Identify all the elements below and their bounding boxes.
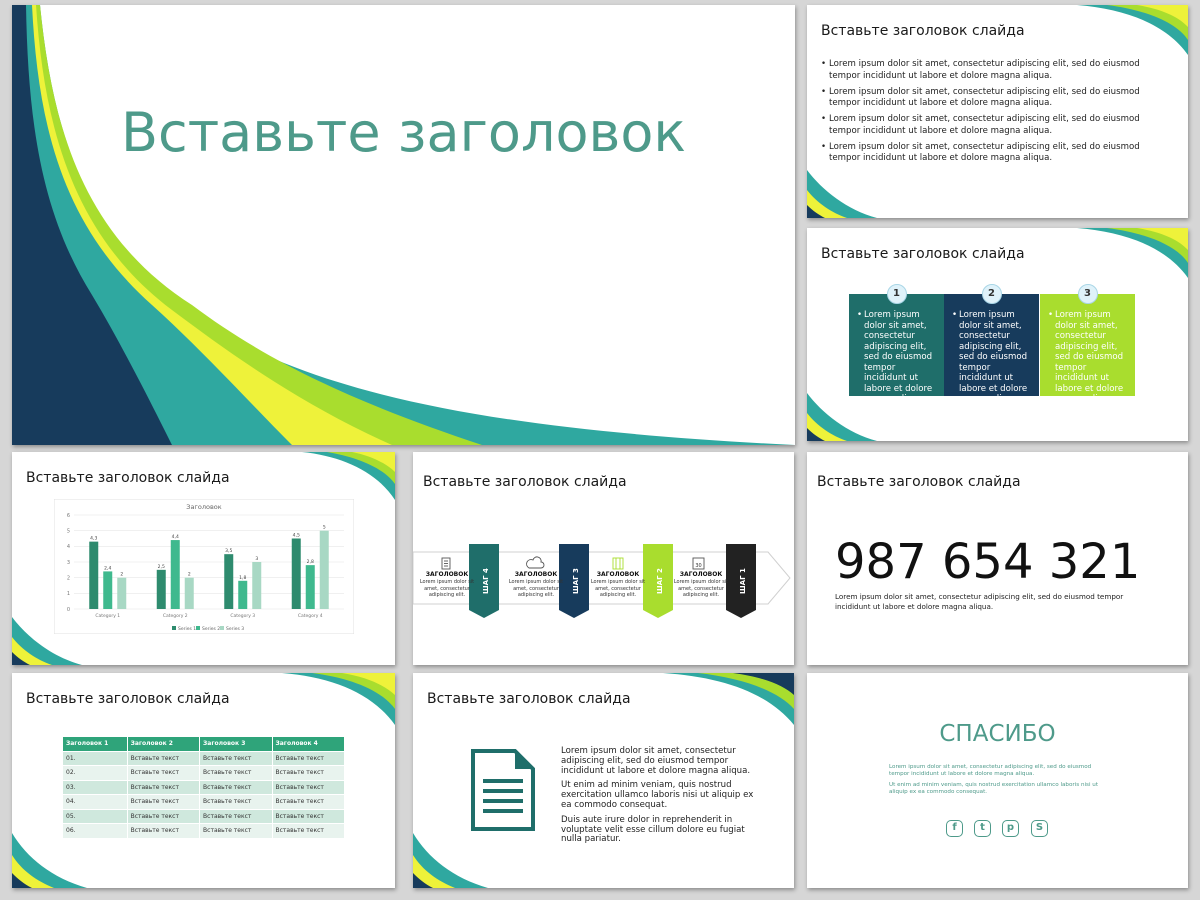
slide-heading: Вставьте заголовок слайда [817,474,1021,490]
table-header: Заголовок 3 [200,737,272,752]
bar [292,539,301,610]
document-icon [442,558,450,569]
table-header: Заголовок 1 [63,737,128,752]
info-card-3 [1040,288,1135,404]
step-tags [413,452,794,665]
cloud-icon [527,557,544,568]
step-tag-label: ШАГ 2 [656,568,664,594]
table-cell: Вставьте текст [127,766,199,781]
table-cell: Вставьте текст [272,780,345,795]
legend-label: Series 2 [202,627,221,632]
info-card-2 [944,288,1039,404]
step-tag-label: ШАГ 1 [739,568,747,594]
wave-decoration [12,5,795,445]
bar [103,571,112,609]
table-header: Заголовок 2 [127,737,199,752]
slide-heading: Вставьте заголовок слайда [821,246,1025,262]
slide-heading: Вставьте заголовок слайда [427,691,631,707]
data-label: 3,5 [225,549,233,555]
bar [89,542,98,609]
card-number: 3 [1078,284,1098,304]
document-text [561,747,766,850]
card-text: • Lorem ipsum dolor sit amet, consectetur adipiscing elit, sed do eiusmod tempor incididunt ut labore et dolore magna aliqua. [1048,310,1129,405]
big-number: 987 654 321 [835,534,1141,590]
slide-heading: Вставьте заголовок слайда [26,691,230,707]
step-text: Lorem ipsum dolor sit amet, consectetur adipiscing elit. [508,579,564,598]
bar [117,578,126,609]
table-cell: 01. [63,751,128,766]
slide-title-heading: Вставьте заголовок [120,101,687,164]
calendar-day: 30 [695,563,702,569]
slide-chart[interactable] [12,452,395,665]
table-cell: Вставьте текст [272,751,345,766]
bar [306,565,315,609]
slide-heading: Вставьте заголовок слайда [821,23,1025,39]
table-cell: Вставьте текст [272,809,345,824]
table-header-row [63,737,345,752]
data-label: 1,8 [239,575,247,581]
data-label: 4,5 [292,533,300,539]
table-cell: 03. [63,780,128,795]
slide-heading: Вставьте заголовок слайда [423,474,627,490]
table-cell: Вставьте текст [272,766,345,781]
bar [171,540,180,609]
x-tick-label: Category 4 [297,614,323,619]
bar [238,581,247,609]
table-cell: Вставьте текст [200,751,272,766]
paragraph: Ut enim ad minim veniam, quis nostrud exercitation ullamco laboris nisi ut aliquip ex ea commodo consequat. [561,780,754,810]
bullet-item: • Lorem ipsum dolor sit amet, consectetur adipiscing elit, sed do eiusmod tempor incididunt ut labore et dolore magna aliqua. [821,114,1151,137]
bar-chart [54,499,354,634]
thanks-heading: СПАСИБО [939,721,1056,747]
calendar-icon [693,558,704,569]
legend-swatch [196,626,200,630]
table-cell: Вставьте текст [127,780,199,795]
x-tick-label: Category 2 [162,614,188,619]
data-label: 2,5 [157,564,165,570]
data-label: 2 [120,572,124,578]
thanks-text: Ut enim ad minim veniam, quis nostrud exercitation ullamco laboris nisi ut aliquip ex ea commodo consequat. [889,782,1099,796]
slide-heading: Вставьте заголовок слайда [26,470,230,486]
table-row [63,780,345,795]
step-heading: ЗАГОЛОВОК [514,571,558,578]
data-label: 4,3 [90,536,98,542]
table-cell: Вставьте текст [127,795,199,810]
slide-document[interactable] [413,673,794,888]
x-tick-label: Category 1 [95,614,121,619]
table-row [63,824,345,839]
table-cell: 06. [63,824,128,839]
bar [157,570,166,609]
legend-label: Series 1 [178,627,197,632]
bar [185,578,194,609]
table-header: Заголовок 4 [272,737,345,752]
data-label: 4,4 [171,535,179,541]
card-number: 2 [982,284,1002,304]
step-heading: ЗАГОЛОВОК [679,571,723,578]
y-tick-label: 5 [66,528,70,535]
paragraph: Lorem ipsum dolor sit amet, consectetur adipiscing elit, sed do eiusmod tempor incididunt ut labore et dolore magna aliqua. [561,746,751,776]
slide-cards[interactable] [807,228,1188,441]
data-label: 5 [322,525,326,531]
table-cell: Вставьте текст [272,795,345,810]
table-row [63,809,345,824]
bullet-list [821,59,1151,169]
table-cell: Вставьте текст [127,824,199,839]
y-tick-label: 3 [66,559,70,566]
table-cell: Вставьте текст [127,751,199,766]
slide-bullets[interactable] [807,5,1188,218]
legend-label: Series 3 [226,627,245,632]
step-heading: ЗАГОЛОВОК [596,571,640,578]
facebook-icon[interactable]: f [946,820,963,837]
number-caption: Lorem ipsum dolor sit amet, consectetur adipiscing elit, sed do eiusmod tempor incididunt ut labore et dolore magna aliqua. [835,592,1124,611]
pinterest-icon[interactable]: p [1002,820,1019,837]
slide-steps[interactable] [413,452,794,665]
table-cell: Вставьте текст [200,766,272,781]
data-label: 2 [187,572,191,578]
info-card-1 [849,288,944,404]
table-row [63,795,345,810]
bar [224,554,233,609]
data-label: 3 [255,557,259,562]
data-label: 2,8 [306,560,314,566]
bullet-item: • Lorem ipsum dolor sit amet, consectetur adipiscing elit, sed do eiusmod tempor incididunt ut labore et dolore magna aliqua. [821,142,1151,165]
data-table [62,736,345,839]
slide-table[interactable] [12,673,395,888]
table-cell: Вставьте текст [127,809,199,824]
bullet-item: • Lorem ipsum dolor sit amet, consectetur adipiscing elit, sed do eiusmod tempor incididunt ut labore et dolore magna aliqua. [821,59,1151,82]
document-icon [471,749,535,831]
slide-title[interactable] [12,5,795,445]
x-tick-label: Category 3 [230,614,256,619]
bullet-item: • Lorem ipsum dolor sit amet, consectetur adipiscing elit, sed do eiusmod tempor incididunt ut labore et dolore magna aliqua. [821,87,1151,110]
step-tag-label: ШАГ 4 [482,568,490,594]
table-cell: 04. [63,795,128,810]
step-text: Lorem ipsum dolor sit amet, consectetur adipiscing elit. [673,579,729,598]
bar [320,531,329,609]
step-tag-label: ШАГ 3 [572,568,580,594]
table-cell: Вставьте текст [272,824,345,839]
y-tick-label: 0 [66,606,70,613]
data-label: 2,4 [104,566,112,572]
table-row [63,751,345,766]
table-cell: Вставьте текст [200,809,272,824]
table-cell: Вставьте текст [200,795,272,810]
legend-swatch [220,626,224,630]
slide-thanks[interactable] [807,673,1188,888]
table-cell: Вставьте текст [200,824,272,839]
y-tick-label: 4 [66,544,70,551]
y-tick-label: 6 [66,512,70,519]
table-row [63,766,345,781]
building-icon [613,558,623,569]
paragraph: Duis aute irure dolor in reprehenderit in voluptate velit esse cillum dolore eu fugiat nulla pariatur. [561,814,745,845]
card-number: 1 [887,284,907,304]
step-text: Lorem ipsum dolor sit amet, consectetur adipiscing elit. [590,579,646,598]
step-heading: ЗАГОЛОВОК [425,571,469,578]
card-text: • Lorem ipsum dolor sit amet, consectetur adipiscing elit, sed do eiusmod tempor incididunt ut labore et dolore magna aliqua. [952,310,1033,405]
step-text: Lorem ipsum dolor sit amet, consectetur adipiscing elit. [419,579,475,598]
table-cell: Вставьте текст [200,780,272,795]
y-tick-label: 1 [66,591,70,598]
twitter-icon[interactable]: t [974,820,991,837]
card-text: • Lorem ipsum dolor sit amet, consectetur adipiscing elit, sed do eiusmod tempor incididunt ut labore et dolore magna aliqua. [857,310,938,405]
slide-number[interactable] [807,452,1188,665]
chart-title: Заголовок [186,503,222,511]
skype-icon[interactable]: S [1031,820,1048,837]
table-cell: 02. [63,766,128,781]
legend-swatch [172,626,176,630]
y-tick-label: 2 [66,575,70,582]
thanks-text: Lorem ipsum dolor sit amet, consectetur adipiscing elit, sed do eiusmod tempor incididunt ut labore et dolore magna aliqua. [889,764,1092,778]
table-cell: 05. [63,809,128,824]
bar [252,562,261,609]
